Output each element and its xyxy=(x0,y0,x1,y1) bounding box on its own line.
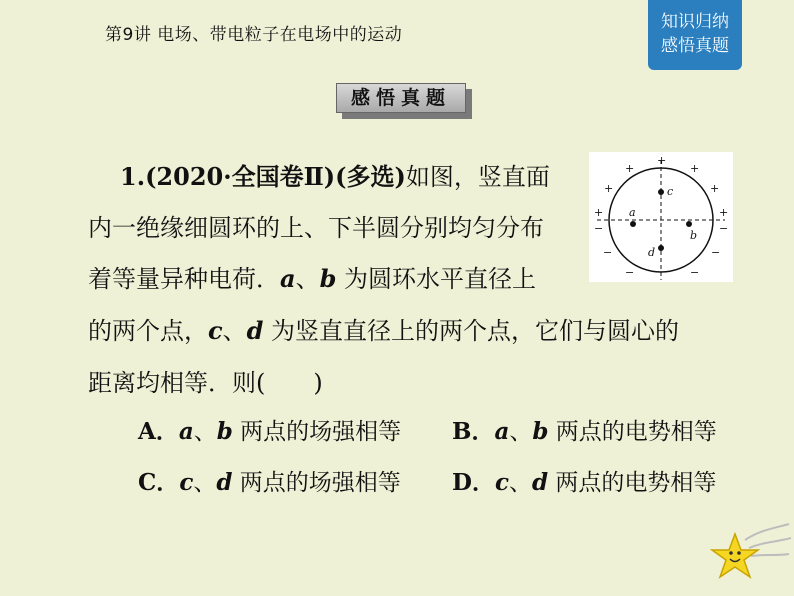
badge-line-2: 感悟真题 xyxy=(661,36,729,56)
section-nav-badge[interactable] xyxy=(648,0,742,70)
separator: 、 xyxy=(295,265,320,293)
separator: 、 xyxy=(193,470,217,496)
plus-sign: + xyxy=(594,206,604,219)
minus-sign: − xyxy=(690,266,700,279)
var-c: c xyxy=(208,316,223,345)
option-letter: B． xyxy=(452,418,495,445)
question-number: 1. xyxy=(120,162,146,191)
option-letter: D． xyxy=(452,469,495,496)
separator: 、 xyxy=(509,419,533,445)
option-var: d xyxy=(216,469,233,496)
badge-line-1: 知识归纳 xyxy=(661,12,729,32)
option-var: d xyxy=(531,469,549,496)
ring-diagram-svg xyxy=(589,152,733,282)
question-source: (2020·全国卷Ⅱ) xyxy=(145,162,336,191)
label-d: d xyxy=(648,246,656,259)
question-line-4 xyxy=(88,311,679,346)
plus-sign: + xyxy=(657,154,667,167)
plus-sign: + xyxy=(710,182,720,195)
point-c xyxy=(658,189,664,195)
question-text-1: 如图，竖直面 xyxy=(405,163,550,191)
point-a xyxy=(630,221,636,227)
option-letter: C． xyxy=(138,469,180,496)
option-text: 两点的电势相等 xyxy=(548,470,717,496)
star-mascot-icon xyxy=(705,520,791,594)
label-c: c xyxy=(667,185,674,198)
option-letter: A． xyxy=(138,418,179,445)
plus-sign: + xyxy=(604,182,614,195)
question-text-3b: 为圆环水平直径上 xyxy=(336,265,536,293)
question-type: (多选) xyxy=(335,162,406,191)
separator: 、 xyxy=(193,419,217,445)
option-b[interactable] xyxy=(452,413,717,446)
lecture-title: 第9讲 电场、带电粒子在电场中的运动 xyxy=(105,25,403,45)
plus-sign: + xyxy=(719,206,729,219)
minus-sign: − xyxy=(603,246,613,259)
question-text-4b: 为竖直直径上的两个点，它们与圆心的 xyxy=(263,317,680,345)
var-d: d xyxy=(246,316,264,345)
question-line-3 xyxy=(88,259,536,294)
plus-sign: + xyxy=(625,162,635,175)
minus-sign: − xyxy=(719,222,729,235)
option-c[interactable] xyxy=(138,464,401,497)
option-var: a xyxy=(494,418,510,445)
option-text: 两点的电势相等 xyxy=(548,419,717,445)
ring-diagram xyxy=(589,152,733,282)
minus-sign: − xyxy=(711,246,721,259)
option-var: c xyxy=(179,469,194,496)
separator: 、 xyxy=(222,317,247,345)
option-a[interactable] xyxy=(138,413,401,446)
question-text-4a: 的两个点， xyxy=(88,317,208,345)
option-text: 两点的场强相等 xyxy=(232,470,401,496)
label-a: a xyxy=(629,206,636,219)
point-d xyxy=(658,245,664,251)
question-text-3a: 着等量异种电荷． xyxy=(88,265,280,293)
section-title: 感悟真题 xyxy=(336,83,466,113)
option-var: b xyxy=(216,418,233,445)
point-b xyxy=(686,221,692,227)
question-line-5: 距离均相等．则( ) xyxy=(88,369,323,397)
separator: 、 xyxy=(508,470,532,496)
section-banner xyxy=(336,83,474,121)
option-var: b xyxy=(532,418,549,445)
option-d[interactable] xyxy=(452,464,716,497)
label-b: b xyxy=(690,229,698,242)
plus-sign: + xyxy=(690,162,700,175)
question-line-1 xyxy=(120,157,550,192)
minus-sign: − xyxy=(594,222,604,235)
option-var: c xyxy=(494,469,509,496)
minus-sign: − xyxy=(625,266,635,279)
question-line-2: 内一绝缘细圆环的上、下半圆分别均匀分布 xyxy=(88,214,544,242)
var-a: a xyxy=(280,264,296,293)
option-text: 两点的场强相等 xyxy=(232,419,402,445)
var-b: b xyxy=(319,264,337,293)
option-var: a xyxy=(178,418,194,445)
